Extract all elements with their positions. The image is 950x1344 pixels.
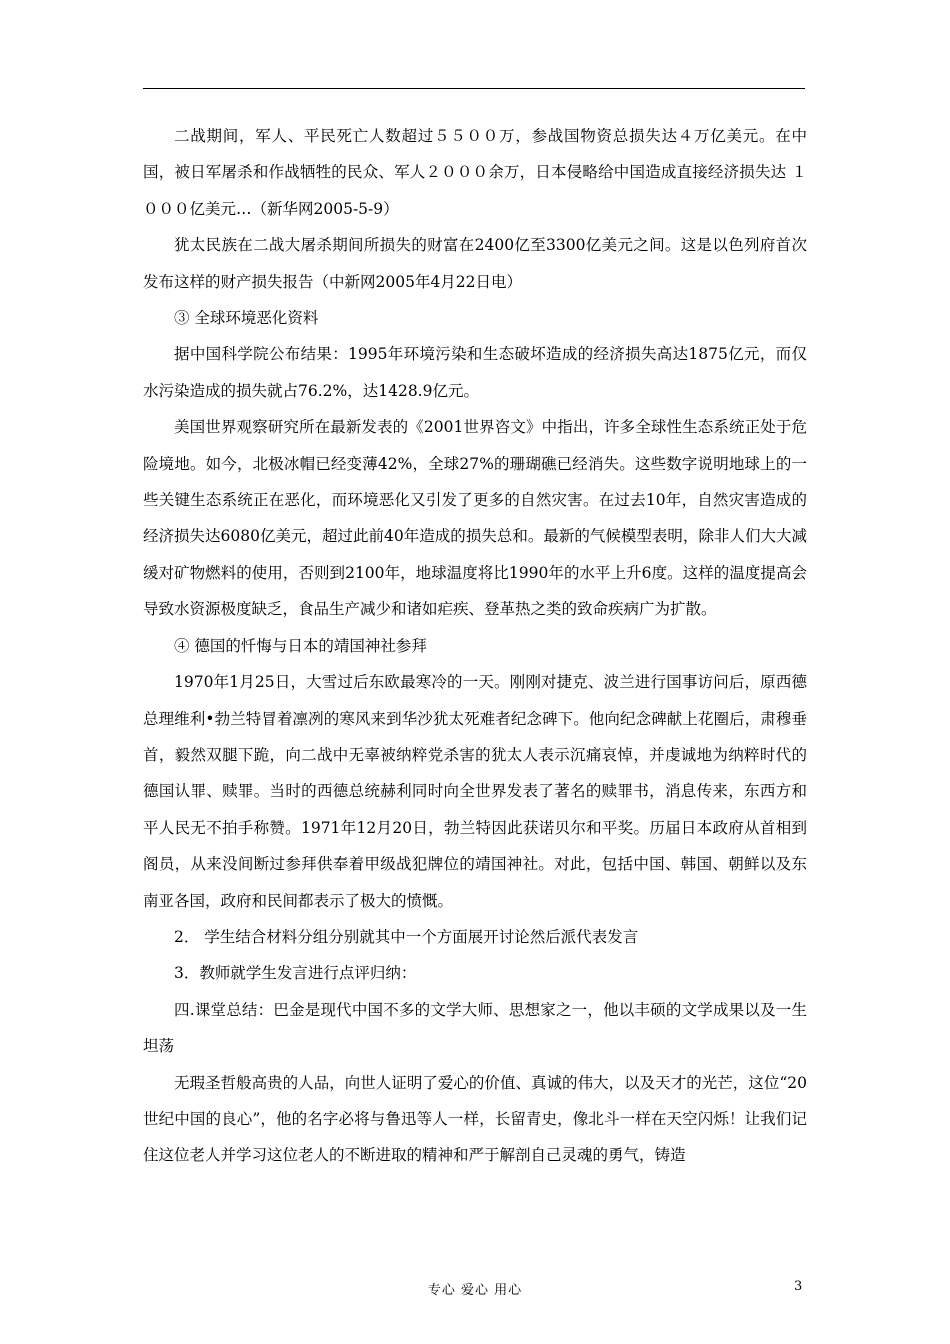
paragraph: 无瑕圣哲般高贵的人品，向世人证明了爱心的价值、真诚的伟大，以及天才的光芒，这位“20世纪中国的良心”，他的名字必将与鲁迅等人一样，长留青史，像北斗一样在天空闪烁！让我们记住这位老人并学习这位老人的不断进取的精神和严于解剖自己灵魂的勇气，铸造	[143, 1073, 807, 1165]
paragraph: 犹太民族在二战大屠杀期间所损失的财富在2400亿至3300亿美元之间。这是以色列府首次发布这样的财产损失报告（中新网2005年4月22日电）	[143, 236, 807, 291]
section-heading: ④ 德国的忏悔与日本的靖国神社参拜	[174, 636, 427, 655]
page-number: 3	[794, 1279, 803, 1294]
summary-heading: 四.课堂总结：巴金是现代中国不多的文学大师、思想家之一，他以丰硕的文学成果以及一生坦荡	[143, 1000, 807, 1056]
paragraph: 美国世界观察研究所在最新发表的《2001世界咨文》中指出，许多全球性生态系统正处于危险境地。如今，北极冰帽已经变薄42%，全球27%的珊瑚礁已经消失。这些数字说明地球上的一些关键生态系统正在恶化，而环境恶化又引发了更多的自然灾害。在过去10年，自然灾害造成的经济损失达6080亿美元，超过此前40年造成的损失总和。最新的气候模型表明，除非人们大大减缓对矿物燃料的使用，否则到2100年，地球温度将比1990年的水平上升6度。这样的温度提高会导致水资源极度缺乏，食品生产减少和诸如疟疾、登革热之类的致命疾病广为扩散。	[143, 418, 807, 619]
paragraph: 1970年1月25日，大雪过后东欧最寒冷的一天。刚刚对捷克、波兰进行国事访问后，原西德总理维利•勃兰特冒着凛冽的寒风来到华沙犹太死难者纪念碑下。他向纪念碑献上花圈后，肃穆垂首，毅然双腿下跪，向二战中无辜被纳粹党杀害的犹太人表示沉痛哀悼，并虔诚地为纳粹时代的德国认罪、赎罪。当时的西德总统赫利同时向全世界发表了著名的赎罪书，消息传来，东西方和平人民无不拍手称赞。1971年12月20日，勃兰特因此获诺贝尔和平奖。历届日本政府从首相到阁员，从来没间断过参拜供奉着甲级战犯牌位的靖国神社。对此，包括中国、韩国、朝鲜以及东南亚各国，政府和民间都表示了极大的愤慨。	[143, 673, 807, 910]
list-item: 2． 学生结合材料分组分别就其中一个方面展开讨论然后派代表发言	[174, 927, 639, 946]
section-heading: ③ 全球环境恶化资料	[174, 309, 319, 328]
list-item: 3．教师就学生发言进行点评归纳：	[174, 964, 417, 983]
footer-motto: 专心 爱心 用心	[427, 1283, 523, 1298]
header-rule	[143, 88, 805, 89]
document-body	[143, 118, 807, 1174]
paragraph: 据中国科学院公布结果：1995年环境污染和生态破坏造成的经济损失高达1875亿元，而仅水污染造成的损失就占76.2%，达1428.9亿元。	[143, 345, 807, 400]
paragraph: 二战期间，军人、平民死亡人数超过５５００万，参战国物资总损失达４万亿美元。在中国，被日军屠杀和作战牺牲的民众、军人２０００余万，日本侵略给中国造成直接经济损失达 １０００亿美元…（新华网2005-5-9）	[143, 127, 807, 218]
